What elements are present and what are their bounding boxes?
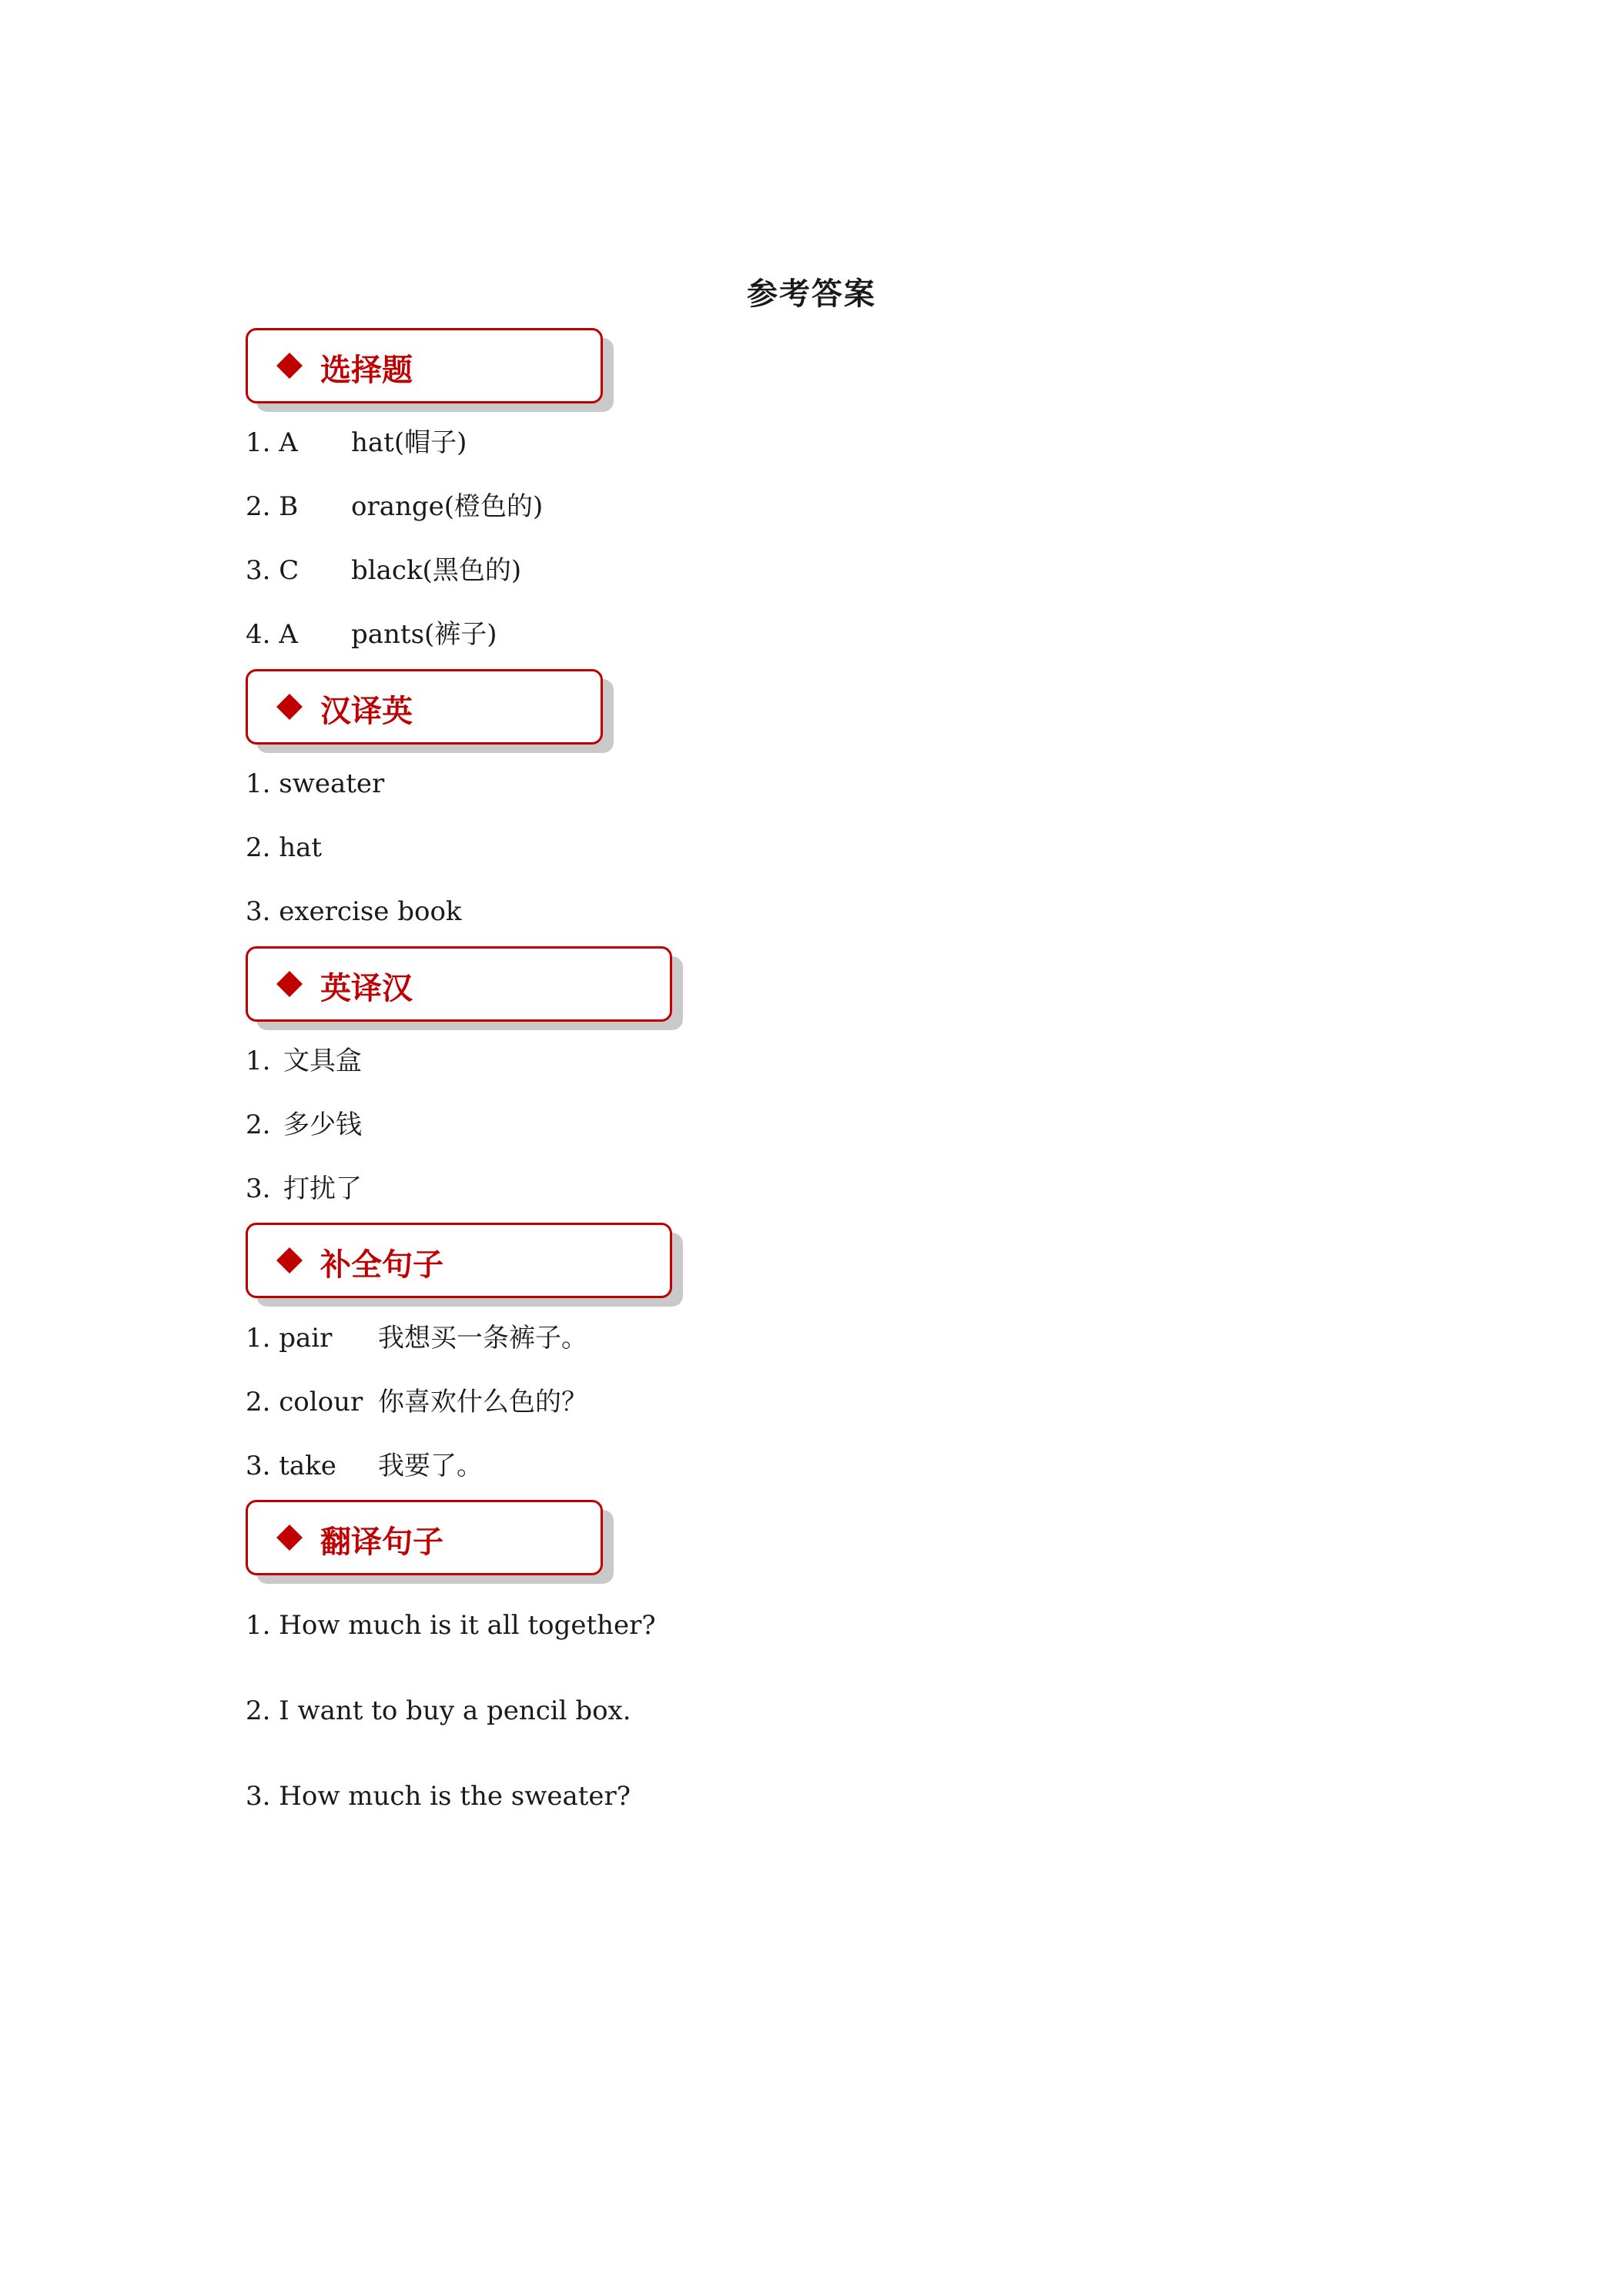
answer-text: sweater <box>279 768 385 799</box>
answer-number: 3. <box>246 896 271 927</box>
section-title: 选择题 <box>320 353 413 388</box>
answer-item <box>246 1779 631 1813</box>
answer-number: 1. <box>246 768 271 799</box>
answer-item <box>246 767 384 801</box>
answer-item <box>246 554 522 587</box>
answer-number: 3. <box>246 1781 271 1812</box>
answer-number: 2. B <box>246 491 299 522</box>
section-title: 汉译英 <box>320 694 413 729</box>
answer-text: pants(裤子) <box>351 619 497 650</box>
answer-number: 1. A <box>246 427 298 458</box>
answer-text: 多少钱 <box>283 1110 362 1140</box>
diamond-icon <box>276 971 303 997</box>
diamond-icon <box>276 1525 303 1551</box>
answer-text: hat(帽子) <box>351 427 467 458</box>
answer-item <box>246 490 544 524</box>
answer-number: 4. A <box>246 619 298 650</box>
page-title: 参考答案 <box>747 276 876 312</box>
answer-text: 文具盒 <box>283 1046 362 1076</box>
answer-item <box>246 831 322 865</box>
answer-number: 3. C <box>246 555 300 586</box>
answer-text: How much is it all together? <box>279 1610 656 1641</box>
answer-text: 打扰了 <box>283 1173 362 1204</box>
header-box <box>246 946 672 1022</box>
answer-text: hat <box>279 832 323 863</box>
answer-item <box>246 1172 362 1206</box>
answer-item <box>246 1694 631 1728</box>
answer-item <box>246 1385 587 1419</box>
answer-text: 我要了。 <box>378 1451 483 1481</box>
answer-item <box>246 1321 587 1355</box>
answer-item <box>246 1608 656 1642</box>
answer-number: 2. <box>246 1695 271 1726</box>
answer-text: How much is the sweater? <box>279 1781 631 1812</box>
diamond-icon <box>276 353 303 379</box>
answer-number: 3. take <box>246 1451 336 1481</box>
answer-text: exercise book <box>279 896 462 927</box>
answer-item <box>246 1044 362 1078</box>
answer-number: 2. <box>246 832 271 863</box>
answer-number: 3. <box>246 1173 271 1204</box>
answer-text: orange(橙色的) <box>351 491 544 522</box>
answer-item <box>246 1108 362 1142</box>
answer-item <box>246 1449 483 1483</box>
answer-number: 2. <box>246 1110 271 1140</box>
header-box <box>246 669 603 745</box>
answer-number: 2. colour <box>246 1387 363 1417</box>
diamond-icon <box>276 1247 303 1274</box>
header-box <box>246 1223 672 1298</box>
answer-number: 1. pair <box>246 1323 333 1354</box>
section-title: 补全句子 <box>320 1247 443 1283</box>
answer-item <box>246 895 462 929</box>
answer-text: black(黑色的) <box>351 555 522 586</box>
answer-text: 你喜欢什么色的？ <box>378 1387 587 1417</box>
answer-number: 1. <box>246 1610 271 1641</box>
answer-text: I want to buy a pencil box. <box>279 1695 631 1726</box>
answer-number: 1. <box>246 1046 271 1076</box>
header-box <box>246 1500 603 1575</box>
diamond-icon <box>276 694 303 720</box>
answer-item <box>246 426 467 460</box>
section-title: 英译汉 <box>320 971 413 1006</box>
section-title: 翻译句子 <box>320 1525 443 1560</box>
answer-text: 我想买一条裤子。 <box>378 1323 587 1354</box>
answer-item <box>246 618 497 651</box>
header-box <box>246 328 603 403</box>
